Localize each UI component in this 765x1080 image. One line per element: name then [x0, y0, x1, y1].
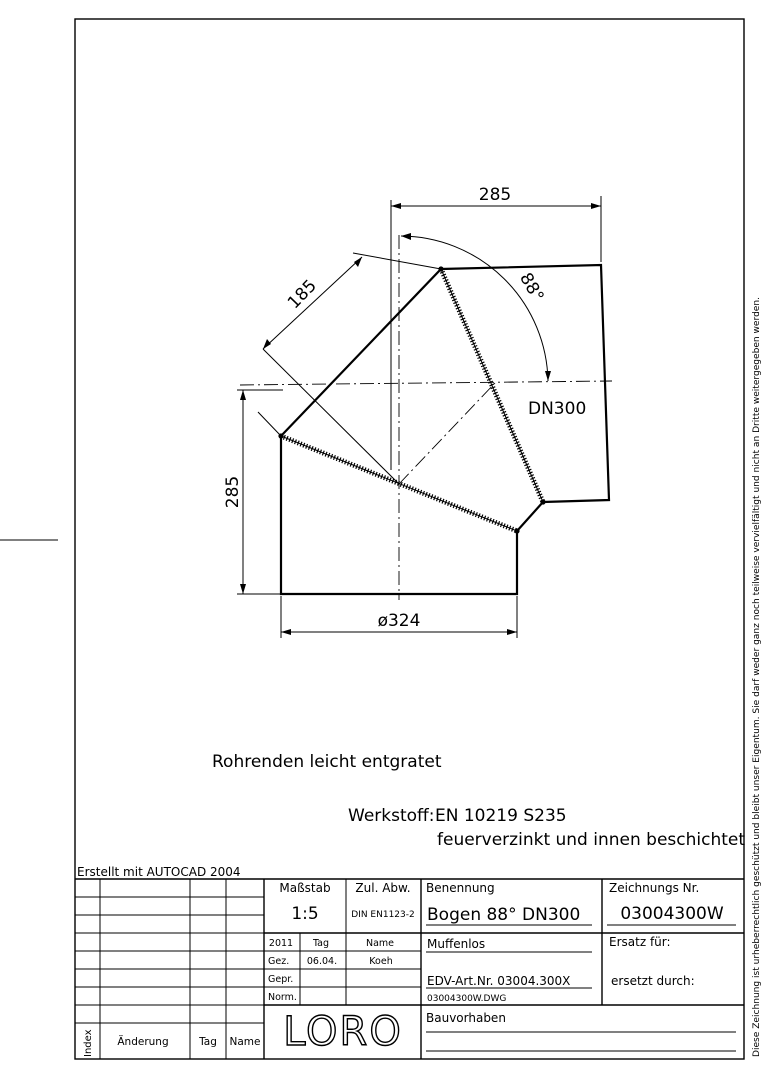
drawing-number-value: 03004300W: [620, 904, 724, 924]
drawn-date: 06.04.: [306, 956, 338, 967]
coating-note: feuerverzinkt und innen beschichtet: [437, 830, 746, 850]
replaces-label: Ersatz für:: [609, 935, 671, 949]
name-header: Name: [365, 938, 395, 949]
extension-line-long: [263, 349, 399, 484]
angle-arc: [401, 236, 548, 381]
rev-change-header: Änderung: [117, 1036, 169, 1048]
material-value: EN 10219 S235: [435, 806, 567, 826]
extension-line: [353, 253, 441, 269]
drawn-label: Gez.: [268, 956, 290, 967]
extension-line: [258, 412, 281, 436]
name-label: Benennung: [426, 881, 495, 895]
rev-day-header: Tag: [199, 1036, 217, 1048]
project-label: Bauvorhaben: [426, 1011, 506, 1025]
dimensions: [223, 185, 601, 638]
rev-name-header: Name: [229, 1036, 261, 1048]
year-cell: 2011: [268, 938, 294, 949]
material-label: Werkstoff:: [348, 806, 435, 826]
created-with-label: Erstellt mit AUTOCAD 2004: [77, 865, 241, 879]
file-name: 03004300W.DWG: [427, 994, 507, 1004]
dim-line-diagonal: [263, 257, 362, 349]
dim-height-label: 285: [223, 475, 243, 509]
drawing-number-label: Zeichnungs Nr.: [609, 881, 700, 895]
dim-angle-label: 88°: [515, 269, 548, 306]
upper-segment-outline: [281, 265, 609, 502]
arrowheads: [401, 233, 551, 381]
replaced-by-label: ersetzt durch:: [611, 974, 695, 988]
dim-diameter-label: ø324: [377, 611, 421, 631]
nominal-size-label: DN300: [528, 399, 587, 419]
norm-label: Norm.: [268, 992, 297, 1003]
tolerance-label: Zul. Abw.: [355, 881, 411, 895]
note-deburr: Rohrenden leicht entgratet: [212, 752, 442, 772]
outer-corner-edge: [517, 502, 543, 531]
corner-point: [514, 528, 519, 533]
edp-number: EDV-Art.Nr. 03004.300X: [427, 974, 571, 988]
scale-label: Maßstab: [279, 881, 331, 895]
subtitle: Muffenlos: [427, 937, 486, 951]
center-line-diagonal: [399, 383, 495, 484]
drawn-name: Koeh: [369, 956, 393, 967]
checked-label: Gepr.: [268, 974, 294, 985]
scale-value: 1:5: [291, 904, 319, 924]
copyright-note: Diese Zeichnung ist urheberrechtlich geschützt und bleibt unser Eigentum. Sie darf weder ganz noch teilweise vervielfältigt und nicht an Dritte weitergegeben werden.: [751, 285, 762, 1057]
name-value: Bogen 88° DN300: [427, 905, 581, 925]
loro-logo: LORO: [283, 1009, 403, 1055]
drawing-frame: [75, 19, 744, 1059]
day-header: Tag: [312, 938, 330, 949]
tolerance-value: DIN EN1123-2: [351, 910, 415, 920]
title-block: [75, 865, 744, 1059]
dim-width-label: 285: [478, 185, 512, 205]
rev-index-header: Index: [83, 1029, 94, 1057]
dim-diagonal-label: 185: [283, 275, 321, 314]
corner-point: [540, 499, 545, 504]
